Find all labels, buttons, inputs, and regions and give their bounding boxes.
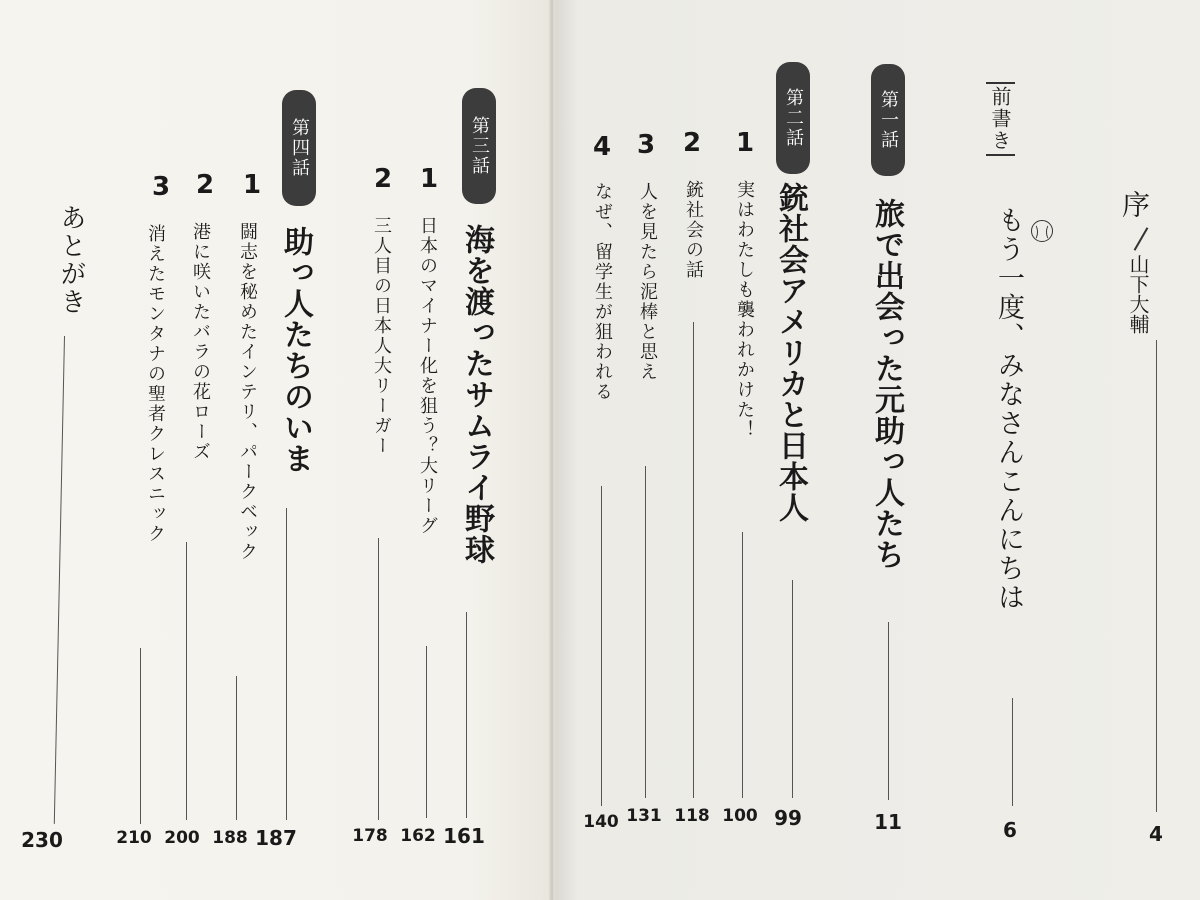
preface-intro-title[interactable]: 序 <box>1118 190 1151 218</box>
leader-line <box>426 646 427 818</box>
entry-number: 1 <box>736 128 755 158</box>
entry-number: 1 <box>420 164 439 194</box>
baseball-icon <box>1031 220 1053 242</box>
leader-line <box>140 648 141 824</box>
entry-number: 2 <box>374 164 393 194</box>
preface-intro-author: 山下大輔 <box>1126 254 1150 334</box>
leader-line <box>888 622 889 800</box>
page-number: 118 <box>674 806 710 826</box>
entry-number: 2 <box>683 128 702 158</box>
toc-entry[interactable]: 人を見たら泥棒と思え <box>637 182 658 382</box>
leader-line <box>1012 698 1013 806</box>
chapter-badge: 第一話 <box>871 64 905 176</box>
page-number: 140 <box>583 812 619 832</box>
leader-line <box>466 612 467 818</box>
leader-line <box>378 538 379 820</box>
toc-entry[interactable]: 実はわたしも襲われかけた！ <box>734 180 755 440</box>
page-number: 200 <box>164 828 200 848</box>
page-number: 6 <box>1003 818 1017 842</box>
page-number: 161 <box>443 824 485 848</box>
page-number: 178 <box>352 826 388 846</box>
toc-entry[interactable]: 三人目の日本人大リーガー <box>371 216 392 456</box>
preface-title[interactable]: もう一度、みなさんこんにちは <box>993 206 1024 612</box>
preface-label: 前書き <box>986 82 1015 156</box>
chapter-title[interactable]: 銃社会アメリカと日本人 <box>773 182 808 523</box>
chapter-badge: 第三話 <box>462 88 496 204</box>
leader-line <box>236 676 237 820</box>
leader-line <box>601 486 602 806</box>
page-number: 187 <box>255 826 297 850</box>
chapter-title[interactable]: 旅で出会った元助っ人たち <box>869 198 904 570</box>
entry-number: 4 <box>593 132 612 162</box>
page-number: 131 <box>626 806 662 826</box>
toc-entry[interactable]: 銃社会の話 <box>683 180 704 280</box>
entry-number: 1 <box>243 170 262 200</box>
chapter-badge: 第二話 <box>776 62 810 174</box>
leader-line <box>792 580 793 798</box>
entry-number: 3 <box>152 172 171 202</box>
toc-entry[interactable]: 日本のマイナー化を狙う？大リーグ <box>417 216 438 536</box>
leader-line <box>1156 340 1157 812</box>
toc-entry[interactable]: 闘志を秘めたインテリ、パークベック <box>237 222 258 562</box>
chapter-badge: 第四話 <box>282 90 316 206</box>
page-number: 4 <box>1149 822 1163 846</box>
page-number: 162 <box>400 826 436 846</box>
leader-line <box>186 542 187 820</box>
entry-number: 2 <box>196 170 215 200</box>
page-number: 188 <box>212 828 248 848</box>
leader-line <box>742 532 743 798</box>
leader-line <box>693 322 694 798</box>
leader-line <box>645 466 646 798</box>
toc-entry[interactable]: 港に咲いたバラの花ローズ <box>190 222 211 462</box>
page-number: 99 <box>774 806 802 830</box>
page-number: 210 <box>116 828 152 848</box>
afterword-title[interactable]: あとがき <box>56 204 86 316</box>
book-spine <box>549 0 555 900</box>
toc-entry[interactable]: 消えたモンタナの聖者クレスニック <box>145 224 166 544</box>
toc-entry[interactable]: なぜ、留学生が狙われる <box>592 182 613 402</box>
leader-line <box>286 508 287 820</box>
chapter-title[interactable]: 助っ人たちのいま <box>278 226 313 474</box>
entry-number: 3 <box>637 130 656 160</box>
page-number: 230 <box>21 828 63 852</box>
page-number: 100 <box>722 806 758 826</box>
chapter-title[interactable]: 海を渡ったサムライ野球 <box>459 224 494 565</box>
page-number: 11 <box>874 810 902 834</box>
